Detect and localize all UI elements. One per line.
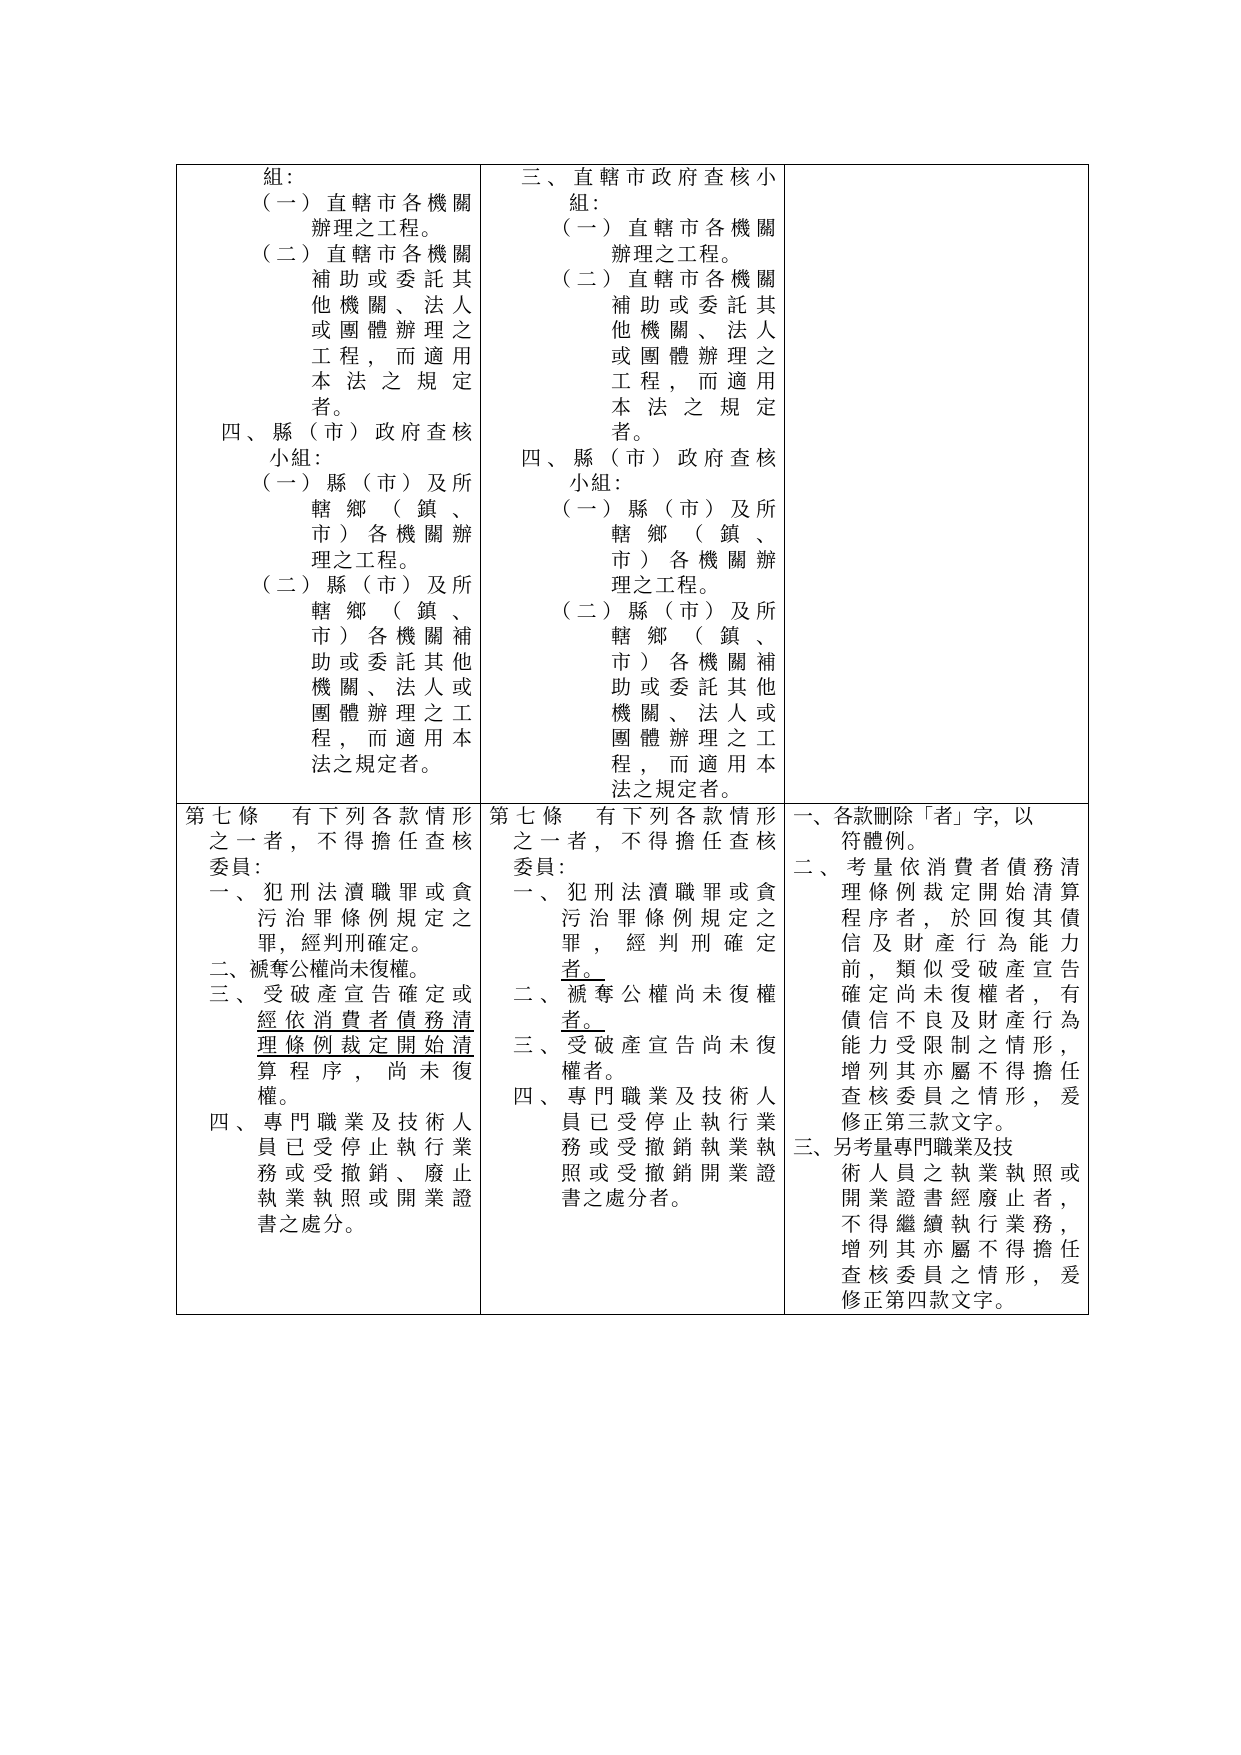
text-line: 務或受撤銷執業執 [561, 1135, 778, 1159]
text-line: 他機關、法人 [311, 292, 474, 317]
text-line: 前，類似受破產宣告 [841, 956, 1082, 981]
text-line: 污治罪條例規定之 [561, 905, 778, 930]
text-line: 助或委託其他 [611, 675, 778, 699]
current-cell [481, 165, 785, 804]
text-line: 權。 [257, 1084, 301, 1108]
text-line: 查核委員之情形，爰 [841, 1262, 1082, 1287]
text-line: 二、褫奪公權尚未復權。 [209, 956, 429, 981]
text-line [185, 1008, 474, 1034]
text-line: 者。 [611, 420, 655, 444]
text-line: 補助或委託其 [311, 267, 474, 291]
text-line: 符體例。 [841, 829, 929, 853]
text-line: 信及財產行為能力 [841, 931, 1082, 955]
text-line: 他機關、法人 [611, 318, 778, 342]
text-line: （一）直轄市各機關 [551, 216, 778, 240]
text-line: 理之工程。 [311, 547, 421, 572]
text-line: （二）直轄市各機關 [551, 267, 778, 291]
text-line: 組： [263, 165, 307, 189]
text-line: 程，而適用本 [611, 751, 778, 776]
text-line: 辦理之工程。 [311, 216, 443, 240]
text-line: 轄鄉（鎮、 [611, 522, 778, 546]
text-line: 本法之規定 [611, 394, 778, 419]
text-line: 術人員之執業執照或 [841, 1160, 1082, 1185]
text-line: 之一者，不得擔任查核 [513, 829, 778, 853]
text-line: 法之規定者。 [311, 751, 443, 776]
text-line: 之一者，不得擔任查核 [209, 829, 474, 853]
text-line: 權者。 [561, 1058, 627, 1083]
comparison-table [176, 164, 1089, 1315]
text-line: 轄鄉（鎮、 [311, 496, 474, 521]
text-line: 或團體辦理之 [311, 318, 474, 342]
text-line: 執業執照或開業證 [257, 1186, 474, 1210]
table-row [177, 165, 1089, 804]
text-line: 小組： [569, 471, 635, 495]
text-line: 查核委員之情形，爰 [841, 1084, 1082, 1108]
text-line: 第七條 有下列各款情形 [489, 803, 778, 828]
text-line: 法之規定者。 [611, 777, 743, 801]
text-line: 務或受撤銷、廢止 [257, 1160, 474, 1185]
text-line: 四、縣（市）政府查核 [221, 420, 474, 444]
underlined-text: 者。 [561, 1007, 605, 1032]
text-line [489, 957, 778, 983]
text-line: （一）縣（市）及所 [251, 471, 474, 495]
text-line: 補助或委託其 [611, 292, 778, 317]
text-line: （二）縣（市）及所 [551, 598, 778, 623]
text-line: 理之工程。 [611, 573, 721, 597]
text-line: 二、褫奪公權尚未復權 [513, 982, 778, 1006]
text-line: 修正第四款文字。 [841, 1288, 1017, 1312]
text-line: 員已受停止執行業 [257, 1135, 474, 1159]
text-line: 一、犯刑法瀆職罪或貪 [513, 880, 778, 904]
text-line: 轄鄉（鎮、 [611, 624, 778, 648]
note-cell [785, 165, 1089, 804]
current-cell [481, 803, 785, 1314]
text-line: 二、考量依消費者債務清 [793, 854, 1082, 879]
text-line: 三、受破產宣告確定或 [209, 982, 474, 1006]
text-line: 員已受停止執行業 [561, 1109, 778, 1134]
text-line: 程，而適用本 [311, 726, 474, 750]
text-line: 增列其亦屬不得擔任 [841, 1058, 1082, 1083]
text-line: 一、犯刑法瀆職罪或貪 [209, 880, 474, 904]
text-line: 修正第三款文字。 [841, 1109, 1017, 1134]
text-line: 能力受限制之情形， [841, 1033, 1082, 1057]
text-line: 市）各機關辦 [611, 547, 778, 572]
text-line: （一）縣（市）及所 [551, 496, 778, 521]
text-line: 本法之規定 [311, 369, 474, 393]
text-line: 小組： [269, 445, 335, 470]
text-line: 增列其亦屬不得擔任 [841, 1237, 1082, 1261]
text-line: 三、受破產宣告尚未復 [513, 1033, 778, 1057]
text-line: 者。 [311, 394, 355, 419]
note-cell [785, 803, 1089, 1314]
text-line: 罪，經判刑確定。 [257, 931, 433, 955]
text-line: 四、縣（市）政府查核 [521, 445, 778, 470]
underlined-text: 者。 [561, 956, 605, 981]
text-line: 市）各機關補 [311, 624, 474, 648]
text-line: 辦理之工程。 [611, 241, 743, 266]
text-line: 組： [569, 190, 613, 215]
text-line: 三、直轄市政府查核小 [521, 165, 778, 189]
text-line: 一、各款刪除「者」字，以 [793, 803, 1033, 828]
text-line: （二）縣（市）及所 [251, 573, 474, 597]
text-line: 罪，經判刑確定 [561, 931, 778, 955]
text-line: 四、專門職業及技術人 [209, 1109, 474, 1134]
text-line: 轄鄉（鎮、 [311, 598, 474, 623]
text-line: 不得繼續執行業務， [841, 1211, 1082, 1236]
text-line: 理條例裁定開始清算 [841, 880, 1082, 904]
text-line: 市）各機關辦 [311, 522, 474, 546]
text-line: 助或委託其他 [311, 649, 474, 674]
text-line: 開業證書經廢止者， [841, 1186, 1082, 1210]
amended-cell [177, 803, 481, 1314]
table-row [177, 803, 1089, 1314]
text-line: 或團體辦理之 [611, 343, 778, 368]
text-line: 書之處分。 [257, 1211, 367, 1236]
text-line: 債信不良及財產行為 [841, 1007, 1082, 1032]
underlined-text: 經依消費者債務清 [257, 1007, 474, 1032]
text-line: 照或受撤銷開業證 [561, 1160, 778, 1185]
text-line: 市）各機關補 [611, 649, 778, 674]
text-line: （一）直轄市各機關 [251, 190, 474, 215]
text-line: 三、另考量專門職業及技 [793, 1135, 1013, 1159]
text-line: 工程，而適用 [311, 343, 474, 368]
text-line [489, 1008, 778, 1034]
text-line: 第七條 有下列各款情形 [185, 803, 474, 828]
text-line: 程序者，於回復其債 [841, 905, 1082, 930]
text-line: 算程序，尚未復 [257, 1058, 474, 1083]
text-line: 機關、法人或 [311, 675, 474, 699]
underlined-text: 理條例裁定開始清 [257, 1033, 474, 1057]
amended-cell [177, 165, 481, 804]
text-line: 確定尚未復權者，有 [841, 982, 1082, 1006]
text-line: （二）直轄市各機關 [251, 241, 474, 266]
text-line: 委員： [209, 854, 275, 879]
text-line: 工程，而適用 [611, 369, 778, 393]
text-line: 團體辦理之工 [311, 700, 474, 725]
text-line: 書之處分者。 [561, 1186, 693, 1210]
text-line: 委員： [513, 854, 579, 879]
text-line: 四、專門職業及技術人 [513, 1084, 778, 1108]
text-line: 污治罪條例規定之 [257, 905, 474, 930]
text-line [185, 1033, 474, 1059]
text-line: 機關、法人或 [611, 700, 778, 725]
text-line: 團體辦理之工 [611, 726, 778, 750]
